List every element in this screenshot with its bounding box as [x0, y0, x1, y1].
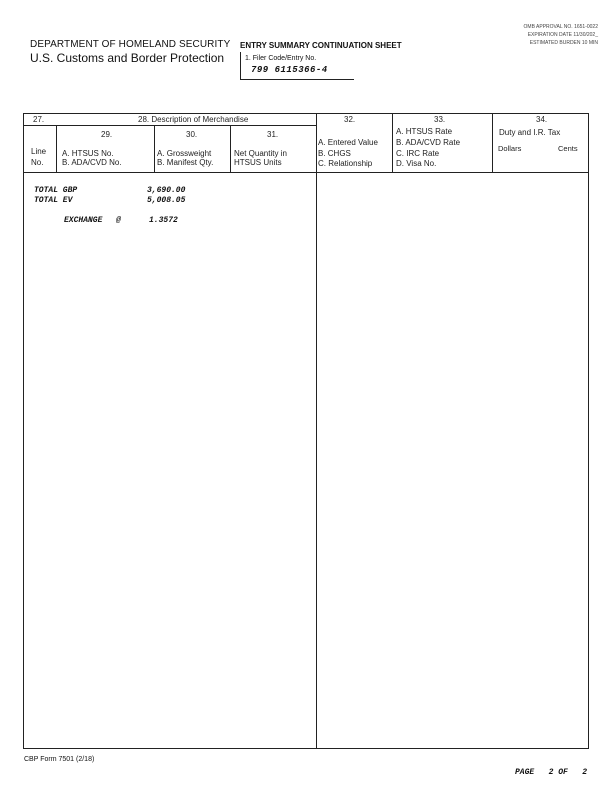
col-33a-label: A. HTSUS Rate: [396, 127, 453, 136]
col-30a-label: A. Grossweight: [157, 149, 212, 158]
exchange-rate-value: 1.3572: [149, 216, 178, 225]
form-title: ENTRY SUMMARY CONTINUATION SHEET: [240, 41, 402, 50]
agency-name: U.S. Customs and Border Protection: [30, 51, 225, 65]
col-32a-label: A. Entered Value: [318, 138, 378, 147]
col-30b-label: B. Manifest Qty.: [157, 158, 214, 167]
line-label: Line: [31, 147, 47, 156]
omb-burden: ESTIMATED BURDEN 10 MIN: [529, 40, 598, 46]
header-rule-left: [23, 125, 316, 126]
department-name: DEPARTMENT OF HOMELAND SECURITY: [30, 39, 231, 50]
col-33-number: 33.: [434, 115, 446, 124]
col-33d-label: D. Visa No.: [396, 159, 437, 168]
filer-entry-number[interactable]: 799 6115366-4: [251, 65, 328, 75]
col-33-divider: [492, 113, 493, 172]
col-line-divider: [56, 125, 57, 172]
col-32b-label: B. CHGS: [318, 149, 351, 158]
header-bottom-rule: [23, 172, 589, 173]
exchange-label: EXCHANGE: [64, 216, 103, 225]
col-31-number: 31.: [267, 130, 279, 139]
col-29b-label: B. ADA/CVD No.: [62, 158, 122, 167]
total-ev-value: 5,008.05: [147, 196, 186, 205]
col-27-number: 27.: [33, 115, 45, 124]
col-32-divider: [392, 113, 393, 172]
exchange-at-mark: @: [116, 216, 121, 225]
col-31a-label: Net Quantity in: [234, 149, 287, 158]
cents-label: Cents: [558, 144, 578, 153]
line-no-label: No.: [31, 158, 44, 167]
dollars-label: Dollars: [498, 144, 522, 153]
page-indicator: PAGE 2 OF 2: [515, 768, 588, 777]
col-30-divider: [230, 125, 231, 172]
total-gbp-value: 3,690.00: [147, 186, 186, 195]
col-31-divider: [316, 113, 317, 749]
col-34-heading: Duty and I.R. Tax: [499, 128, 561, 137]
col-29-divider: [154, 125, 155, 172]
col-32c-label: C. Relationship: [318, 159, 373, 168]
col-33b-label: B. ADA/CVD Rate: [396, 138, 461, 147]
form-identifier: CBP Form 7501 (2/18): [24, 756, 95, 763]
col-31b-label: HTSUS Units: [234, 158, 282, 167]
omb-approval: OMB APPROVAL NO. 1651-0022: [523, 24, 598, 30]
omb-expiration: EXPIRATION DATE 11/30/202_: [527, 32, 598, 38]
col-29-number: 29.: [101, 130, 113, 139]
col-29a-label: A. HTSUS No.: [62, 149, 114, 158]
merchandise-table: [23, 113, 589, 749]
col-28-heading: 28. Description of Merchandise: [138, 115, 249, 124]
col-32-number: 32.: [344, 115, 356, 124]
col-33c-label: C. IRC Rate: [396, 149, 440, 158]
filer-label: 1. Filer Code/Entry No.: [245, 55, 317, 62]
total-gbp-label: TOTAL GBP: [34, 186, 78, 195]
total-ev-label: TOTAL EV: [34, 196, 73, 205]
col-30-number: 30.: [186, 130, 198, 139]
col-34-number: 34.: [536, 115, 548, 124]
